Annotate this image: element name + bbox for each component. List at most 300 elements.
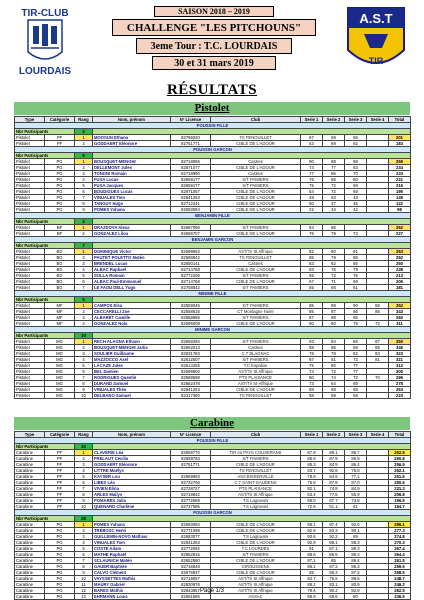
cell-categorie: MG bbox=[45, 363, 75, 369]
cell-serie2: 86.5 bbox=[323, 552, 345, 558]
cell-serie2: 53 bbox=[323, 195, 345, 201]
col-serie4: Serie 4 bbox=[367, 117, 389, 123]
participants-label: Nbr Participants bbox=[15, 243, 75, 249]
cell-total: 251.6 bbox=[389, 474, 411, 480]
cell-rang: 1 bbox=[75, 303, 93, 309]
cell-serie4 bbox=[367, 393, 389, 399]
cell-serie3: 69 bbox=[345, 279, 367, 285]
cell-licence: 82662478 bbox=[171, 381, 211, 387]
cell-serie1: 85 bbox=[301, 255, 323, 261]
cell-serie3: 73.8 bbox=[345, 498, 367, 504]
cell-nom: TONONI Romain bbox=[93, 171, 171, 177]
cell-total: 206 bbox=[389, 279, 411, 285]
cell-serie1: 96.1 bbox=[301, 522, 323, 528]
cell-serie2: 72 bbox=[323, 369, 345, 375]
cell-categorie: PF bbox=[45, 462, 75, 468]
cell-type: Pistolet bbox=[15, 183, 45, 189]
col-club: Club bbox=[211, 432, 301, 438]
cell-nom: ALBARET Camille bbox=[93, 315, 171, 321]
cell-nom: DOMINIQUE Victor bbox=[93, 249, 171, 255]
cell-serie3: 42 bbox=[345, 207, 367, 213]
col-total: Total bbox=[389, 117, 411, 123]
cell-categorie: PG bbox=[45, 582, 75, 588]
cell-type: Carabine bbox=[15, 450, 45, 456]
cell-rang: 7 bbox=[75, 558, 93, 564]
cell-serie2: 89 bbox=[323, 303, 345, 309]
cell-nom: FUXA Jacques bbox=[93, 183, 171, 189]
cell-nom: GODDAERT Eléonore bbox=[93, 462, 171, 468]
cell-serie4: 88 bbox=[367, 303, 389, 309]
cell-nom: CLAVERIE Léa bbox=[93, 450, 171, 456]
cell-total: 311 bbox=[389, 321, 411, 327]
cell-total: 234 bbox=[389, 165, 411, 171]
cell-club: Castres bbox=[211, 159, 301, 165]
cell-club: TS FENOUILLET bbox=[211, 468, 301, 474]
cell-total: 259.6 bbox=[389, 564, 411, 570]
cell-serie1: 72.6 bbox=[301, 504, 323, 510]
cell-serie2: 77 bbox=[323, 165, 345, 171]
cell-nom: GONZALEZ Nola bbox=[93, 321, 171, 327]
cell-serie1: 88.6 bbox=[301, 552, 323, 558]
cell-licence: 82671057 bbox=[171, 189, 211, 195]
cell-licence: 82718990 bbox=[171, 171, 211, 177]
cell-serie3: 88.5 bbox=[345, 576, 367, 582]
cell-licence: 82558616 bbox=[171, 309, 211, 315]
cell-serie1: 83 bbox=[301, 267, 323, 273]
cell-serie1: 87.1 bbox=[301, 558, 323, 564]
cell-nom: DELBANO Samuel bbox=[93, 393, 171, 399]
cell-type: Pistolet bbox=[15, 315, 45, 321]
cell-serie2: 65 bbox=[323, 285, 345, 291]
cell-licence: 82772206 bbox=[171, 273, 211, 279]
cell-type: Pistolet bbox=[15, 273, 45, 279]
cell-club: CIBLE DE L'ADOUR bbox=[211, 540, 301, 546]
col-nom: Nom, prénom bbox=[93, 432, 171, 438]
section-pistolet: Pistolet bbox=[14, 102, 410, 115]
cell-categorie: MG bbox=[45, 387, 75, 393]
cell-serie3: 86.3 bbox=[345, 564, 367, 570]
cell-serie3: 61 bbox=[345, 504, 367, 510]
cell-type: Pistolet bbox=[15, 345, 45, 351]
cell-categorie: BG bbox=[45, 255, 75, 261]
cell-type: Carabine bbox=[15, 576, 45, 582]
cell-licence: 82683077 bbox=[171, 534, 211, 540]
cell-licence: 82712241 bbox=[171, 201, 211, 207]
cell-rang: 3 bbox=[75, 315, 93, 321]
cell-serie1: 80 bbox=[301, 321, 323, 327]
results-title: RÉSULTATS bbox=[166, 82, 258, 98]
cell-serie2: 89.1 bbox=[323, 450, 345, 456]
cell-club: ASSAC bbox=[211, 594, 301, 600]
cell-total: 258.5 bbox=[389, 570, 411, 576]
cell-categorie: PG bbox=[45, 171, 75, 177]
cell-nom: GAUER Baptiste bbox=[93, 564, 171, 570]
cell-rang: 1 bbox=[75, 159, 93, 165]
cell-type: Pistolet bbox=[15, 135, 45, 141]
cell-serie1: 54 bbox=[301, 189, 323, 195]
cell-club: CIBLE DE L'ADOUR bbox=[211, 231, 301, 237]
cell-licence: 82666707 bbox=[171, 231, 211, 237]
cell-club: CIBLE DE L'ADOUR bbox=[211, 165, 301, 171]
cell-serie2: 87.2 bbox=[323, 564, 345, 570]
cell-club: AST/Tir St Affrique bbox=[211, 492, 301, 498]
col-serie1: Serie 1 bbox=[301, 432, 323, 438]
col-type: Type bbox=[15, 432, 45, 438]
col-serie2: Serie 2 bbox=[323, 117, 345, 123]
cell-categorie: PF bbox=[45, 468, 75, 474]
cell-club: T.C Espalion bbox=[211, 363, 301, 369]
cell-club: S/T PAMIERS bbox=[211, 285, 301, 291]
cell-total: 213 bbox=[389, 273, 411, 279]
cell-total: 252.1 bbox=[389, 468, 411, 474]
cell-licence: 82728727 bbox=[171, 486, 211, 492]
cell-rang: 5 bbox=[75, 546, 93, 552]
col-categorie: Catégorie bbox=[45, 117, 75, 123]
participants-count: 10 bbox=[75, 333, 93, 339]
cell-rang: 13 bbox=[75, 594, 93, 600]
cell-nom: QUENARD Charlène bbox=[93, 504, 171, 510]
cell-serie1: 92.9 bbox=[301, 540, 323, 546]
cell-type: Pistolet bbox=[15, 279, 45, 285]
cell-serie1: 74 bbox=[301, 369, 323, 375]
cell-serie2: 81 bbox=[323, 357, 345, 363]
cell-serie2: 90.2 bbox=[323, 588, 345, 594]
tir-club-lourdais-logo bbox=[14, 4, 76, 78]
cell-serie1: 82.1 bbox=[301, 486, 323, 492]
cell-club: AST/Tir St-Affrique bbox=[211, 381, 301, 387]
cell-categorie: BG bbox=[45, 267, 75, 273]
cell-total: 296 bbox=[389, 375, 411, 381]
cell-serie1: 75 bbox=[301, 363, 323, 369]
cell-nom: BOUDIGUES Lucas bbox=[93, 189, 171, 195]
cell-serie3: 82 bbox=[345, 351, 367, 357]
cell-licence: 82588942 bbox=[171, 255, 211, 261]
cell-type: Pistolet bbox=[15, 177, 45, 183]
cell-licence: 82643857 bbox=[171, 588, 211, 594]
cell-nom: FUXA Lucas bbox=[93, 177, 171, 183]
cell-club: AST/Tir St Affrique bbox=[211, 588, 301, 594]
pistolet-table-body bbox=[15, 123, 411, 399]
cell-club: Castres bbox=[211, 345, 301, 351]
cell-club: CIBLE DE L'ADOUR bbox=[211, 321, 301, 327]
cell-serie1: 85 bbox=[301, 309, 323, 315]
cell-serie3: 72 bbox=[345, 375, 367, 381]
cell-serie3: 69 bbox=[345, 183, 367, 189]
cell-licence: 82727585 bbox=[171, 504, 211, 510]
participants-label: Nbr Participants bbox=[15, 129, 75, 135]
cell-nom: BARES Mathis bbox=[93, 588, 171, 594]
result-row bbox=[15, 594, 411, 600]
cell-club: C.T BLAGNAC bbox=[211, 351, 301, 357]
cell-serie1: 93 bbox=[301, 339, 323, 345]
cell-club: S/T PAMIERS bbox=[211, 357, 301, 363]
cell-total: 343 bbox=[389, 309, 411, 315]
title-stack bbox=[112, 6, 316, 72]
cell-total: 312 bbox=[389, 363, 411, 369]
cell-serie2: 74 bbox=[323, 375, 345, 381]
cell-categorie: PG bbox=[45, 528, 75, 534]
cell-rang: 5 bbox=[75, 183, 93, 189]
cell-type: Pistolet bbox=[15, 195, 45, 201]
cell-serie2: 68 bbox=[323, 387, 345, 393]
category-label: BENJAMIN GARCON bbox=[15, 237, 411, 243]
cell-type: Carabine bbox=[15, 474, 45, 480]
cell-total: 249.2 bbox=[389, 582, 411, 588]
cell-categorie: PG bbox=[45, 522, 75, 528]
cell-categorie: PG bbox=[45, 546, 75, 552]
cell-total: 270.3 bbox=[389, 540, 411, 546]
cell-type: Pistolet bbox=[15, 321, 45, 327]
cell-club: S/T PAMIERS bbox=[211, 177, 301, 183]
cell-serie2: 80 bbox=[323, 363, 345, 369]
cell-licence: 82719842 bbox=[171, 492, 211, 498]
cell-type: Pistolet bbox=[15, 351, 45, 357]
cell-serie1: 84 bbox=[301, 225, 323, 231]
cell-rang: 1 bbox=[75, 339, 93, 345]
cell-serie2: 92.2 bbox=[323, 534, 345, 540]
cell-nom: VINUALES Tom bbox=[93, 195, 171, 201]
participants-label: Nbr Participants bbox=[15, 297, 75, 303]
cell-total: 264.4 bbox=[389, 552, 411, 558]
cell-serie4: 81 bbox=[367, 357, 389, 363]
cell-licence: 82612507 bbox=[171, 357, 211, 363]
cell-total: 216 bbox=[389, 183, 411, 189]
cell-total: 300 bbox=[389, 369, 411, 375]
cell-licence: 82559045 bbox=[171, 303, 211, 309]
cell-serie1: 82 bbox=[301, 249, 323, 255]
cell-serie3: 82.9 bbox=[345, 588, 367, 594]
cell-licence: 82669294 bbox=[171, 339, 211, 345]
logo-right-subtext: TIR bbox=[368, 56, 384, 66]
cell-nom: CECCARELLI Zoe bbox=[93, 309, 171, 315]
cell-categorie: PG bbox=[45, 159, 75, 165]
cell-serie2: 87.8 bbox=[323, 480, 345, 486]
cell-categorie: BG bbox=[45, 261, 75, 267]
cell-serie2: 84.6 bbox=[323, 474, 345, 480]
cell-licence: 82719057 bbox=[171, 576, 211, 582]
cell-serie2: 85 bbox=[323, 558, 345, 564]
col-total: Total bbox=[389, 432, 411, 438]
cell-licence: 82687096 bbox=[171, 225, 211, 231]
cell-total: 252.5 bbox=[389, 588, 411, 594]
cell-serie1: 86.1 bbox=[301, 564, 323, 570]
cell-club: S/T PAMIERS bbox=[211, 225, 301, 231]
cell-serie1: 83.7 bbox=[301, 468, 323, 474]
cell-nom: KAYSER Lou bbox=[93, 474, 171, 480]
cell-serie2: 65 bbox=[323, 177, 345, 183]
cell-categorie: PF bbox=[45, 456, 75, 462]
cell-total: 256.5 bbox=[389, 462, 411, 468]
cell-categorie: MF bbox=[45, 315, 75, 321]
cell-serie1: 78 bbox=[301, 351, 323, 357]
cell-rang: 3 bbox=[75, 351, 93, 357]
cell-type: Pistolet bbox=[15, 207, 45, 213]
cell-serie2: 71 bbox=[323, 279, 345, 285]
cell-serie1: 85 bbox=[301, 570, 323, 576]
cell-serie2: 27 bbox=[323, 201, 345, 207]
cell-club: TS FENOUILLET bbox=[211, 393, 301, 399]
cell-club: CIBLE DE L'ADOUR bbox=[211, 279, 301, 285]
cell-club: CT Montagne Noire bbox=[211, 309, 301, 315]
cell-type: Carabine bbox=[15, 570, 45, 576]
cell-nom: GONZALEZ Lilou bbox=[93, 231, 171, 237]
cell-categorie: MG bbox=[45, 339, 75, 345]
col-type: Type bbox=[15, 117, 45, 123]
cell-club: CIBLE DE L'ADOUR bbox=[211, 201, 301, 207]
cell-total: 221 bbox=[389, 177, 411, 183]
ast-saint-affrique-logo bbox=[344, 4, 408, 78]
cell-serie1: 65 bbox=[301, 273, 323, 279]
cell-serie3: 70 bbox=[345, 171, 367, 177]
cell-club: PTS PLAISANCE bbox=[211, 486, 301, 492]
cell-licence: 82595009 bbox=[171, 321, 211, 327]
cell-licence: 82631783 bbox=[171, 351, 211, 357]
cell-serie2: 78 bbox=[323, 351, 345, 357]
cell-rang: 2 bbox=[75, 141, 93, 147]
cell-licence: 82652580 bbox=[171, 558, 211, 564]
cell-type: Pistolet bbox=[15, 189, 45, 195]
col-club: Club bbox=[211, 117, 301, 123]
cell-type: Pistolet bbox=[15, 369, 45, 375]
cell-categorie: MG bbox=[45, 369, 75, 375]
category-label: POUSSIN FILLE bbox=[15, 438, 411, 444]
participants-count: 7 bbox=[75, 243, 93, 249]
cell-total: 233 bbox=[389, 171, 411, 177]
category-label: BENJAMIN FILLE bbox=[15, 213, 411, 219]
cell-club: S/T PAMIERS bbox=[211, 552, 301, 558]
cell-serie3: 87.0 bbox=[345, 480, 367, 486]
cell-nom: LE FAOU DELL Yugo bbox=[93, 285, 171, 291]
cell-total: 263 bbox=[389, 387, 411, 393]
category-label: POUSSIN FILLE bbox=[15, 123, 411, 129]
cell-categorie: PG bbox=[45, 588, 75, 594]
cell-serie2: 83.1 bbox=[323, 582, 345, 588]
col-serie3: Serie 3 bbox=[345, 432, 367, 438]
cell-type: Carabine bbox=[15, 564, 45, 570]
cell-type: Carabine bbox=[15, 480, 45, 486]
cell-serie3: 85.7 bbox=[345, 450, 367, 456]
cell-type: Carabine bbox=[15, 522, 45, 528]
cell-rang: 6 bbox=[75, 369, 93, 375]
cell-rang: 6 bbox=[75, 189, 93, 195]
cell-serie3: 79 bbox=[345, 267, 367, 273]
cell-serie3: 45 bbox=[345, 201, 367, 207]
cell-licence: 82558685 bbox=[171, 315, 211, 321]
cell-total: 231.3 bbox=[389, 486, 411, 492]
cell-nom: TANGUY Hugo bbox=[93, 201, 171, 207]
cell-serie1: 63.4 bbox=[301, 492, 323, 498]
cell-total: 350 bbox=[389, 339, 411, 345]
cell-rang: 5 bbox=[75, 273, 93, 279]
cell-serie3: 73 bbox=[345, 231, 367, 237]
cell-total: 145 bbox=[389, 195, 411, 201]
cell-serie1: 85.9 bbox=[301, 456, 323, 462]
cell-serie1: 50 bbox=[301, 201, 323, 207]
cell-serie2: 72 bbox=[323, 183, 345, 189]
cell-rang: 7 bbox=[75, 195, 93, 201]
cell-nom: CAMPOS Elsa bbox=[93, 303, 171, 309]
cell-categorie: BF bbox=[45, 225, 75, 231]
cell-serie3: 80 bbox=[345, 594, 367, 600]
cell-type: Pistolet bbox=[15, 303, 45, 309]
cell-serie3: 72 bbox=[345, 357, 367, 363]
cell-licence: 82599600 bbox=[171, 369, 211, 375]
cell-nom: POMARES Julia bbox=[93, 498, 171, 504]
cell-categorie: PG bbox=[45, 534, 75, 540]
cell-type: Pistolet bbox=[15, 165, 45, 171]
cell-total: 323 bbox=[389, 351, 411, 357]
cell-type: Carabine bbox=[15, 498, 45, 504]
cell-club: CIBLE DE L'ADOUR bbox=[211, 558, 301, 564]
cell-serie3: 87.2 bbox=[345, 570, 367, 576]
cell-serie1: 85 bbox=[301, 303, 323, 309]
cell-serie1: 86.9 bbox=[301, 594, 323, 600]
cell-total: 352 bbox=[389, 303, 411, 309]
col-rang: Rang bbox=[75, 117, 93, 123]
cell-serie4: 87 bbox=[367, 339, 389, 345]
cell-categorie: PG bbox=[45, 189, 75, 195]
cell-categorie: PG bbox=[45, 195, 75, 201]
participants-count: 2 bbox=[75, 129, 93, 135]
cell-type: Carabine bbox=[15, 486, 45, 492]
cell-serie2: 77.5 bbox=[323, 492, 345, 498]
cell-serie3: 58 bbox=[345, 393, 367, 399]
cell-total: 183 bbox=[389, 141, 411, 147]
cell-total: 274.8 bbox=[389, 534, 411, 540]
cell-categorie: PF bbox=[45, 480, 75, 486]
challenge-title: CHALLENGE "LES PITCHOUNS" bbox=[112, 19, 316, 36]
cell-nom: VAYSSETTES Mathis bbox=[93, 576, 171, 582]
cell-club: CIBLE DE L'ADOUR bbox=[211, 207, 301, 213]
cell-serie2: 75.5 bbox=[323, 576, 345, 582]
cell-serie2: 89.1 bbox=[323, 540, 345, 546]
cell-nom: MOOSUN Ethana bbox=[93, 135, 171, 141]
cell-club: GIROUSSENS bbox=[211, 564, 301, 570]
cell-serie1: 85.2 bbox=[301, 582, 323, 588]
cell-rang: 4 bbox=[75, 321, 93, 327]
cell-rang: 5 bbox=[75, 363, 93, 369]
cell-rang: 3 bbox=[75, 171, 93, 177]
cell-licence: 82652915 bbox=[171, 552, 211, 558]
cell-serie3: 86.4 bbox=[345, 462, 367, 468]
cell-nom: POMES Yahana bbox=[93, 207, 171, 213]
cell-rang: 2 bbox=[75, 309, 93, 315]
cell-nom: MAURY Gabriel bbox=[93, 582, 171, 588]
cell-licence: 82751771 bbox=[171, 141, 211, 147]
cell-licence: 82766020 bbox=[171, 135, 211, 141]
cell-club: CIBLE DE L'ADOUR bbox=[211, 462, 301, 468]
cell-serie2: 64 bbox=[323, 381, 345, 387]
cell-club: CIBLE DE L'ADOUR bbox=[211, 570, 301, 576]
cell-rang: 3 bbox=[75, 462, 93, 468]
cell-club: T.C LOURDES bbox=[211, 546, 301, 552]
cell-total: 195 bbox=[389, 189, 411, 195]
cell-serie3: 90.1 bbox=[345, 528, 367, 534]
cell-total: 236.5 bbox=[389, 594, 411, 600]
cell-nom: ARLES Mailys bbox=[93, 492, 171, 498]
cell-club: AST/Tir St Affrique bbox=[211, 582, 301, 588]
cell-licence: 82716848 bbox=[171, 564, 211, 570]
cell-serie1: 49 bbox=[301, 195, 323, 201]
cell-total: 286.1 bbox=[389, 522, 411, 528]
cell-rang: 6 bbox=[75, 480, 93, 486]
cell-serie3: 76 bbox=[345, 273, 367, 279]
cell-rang: 1 bbox=[75, 522, 93, 528]
cell-total: 260.8 bbox=[389, 456, 411, 462]
logo-left-bottom-text: LOURDAIS bbox=[18, 66, 72, 77]
cell-rang: 4 bbox=[75, 468, 93, 474]
col-serie2: Serie 2 bbox=[323, 432, 345, 438]
